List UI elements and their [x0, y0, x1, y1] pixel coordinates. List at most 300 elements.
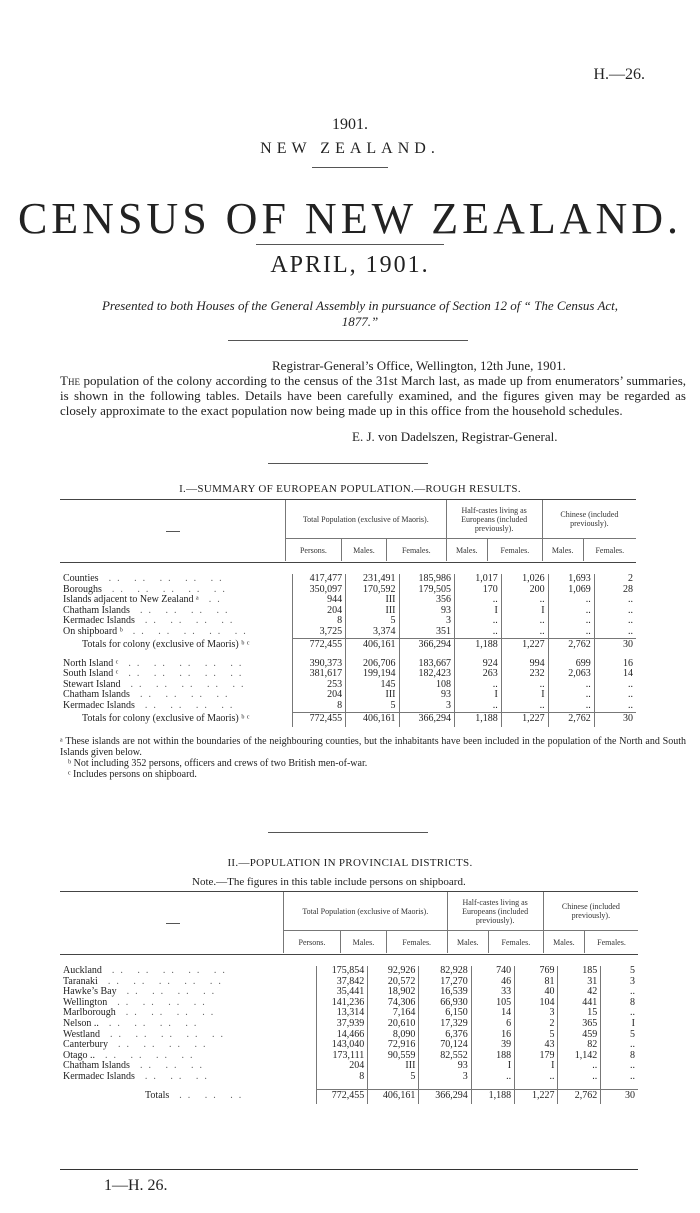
leader-dots: .. .. .. ..	[139, 690, 234, 701]
cell-chinese-females: 28	[594, 585, 636, 596]
col-females: Females.	[583, 539, 636, 562]
cell-halfcaste-females: ..	[501, 680, 548, 691]
cell-halfcaste-males: 263	[454, 669, 501, 680]
table2-body	[60, 966, 638, 1104]
col-males: Males.	[542, 539, 583, 562]
row-label	[60, 1089, 317, 1104]
col-persons: Persons.	[284, 931, 341, 954]
divider	[312, 167, 388, 168]
row-label-text: Hawke’s Bay	[63, 987, 117, 998]
col-females: Females.	[489, 931, 544, 954]
table2-column-headers	[283, 892, 638, 953]
cell-chinese-females: ..	[594, 701, 636, 712]
cell-halfcaste-females: 3	[515, 1008, 558, 1019]
cell-males: 92,926	[368, 966, 419, 977]
cell-halfcaste-females: 1,227	[515, 1089, 558, 1104]
cell-males: 406,161	[346, 712, 399, 727]
cell-persons: 204	[293, 690, 346, 701]
leader-dots: .. .. .. ..	[118, 1040, 212, 1051]
row-label-text: Counties	[63, 574, 99, 584]
cell-halfcaste-males: 1,188	[454, 712, 501, 727]
row-label-text: Chatham Islands	[63, 1061, 130, 1072]
row-label	[60, 987, 317, 998]
cell-persons: 944	[293, 595, 346, 606]
cell-males: 5	[368, 1072, 419, 1083]
row-label	[60, 585, 293, 596]
cell-chinese-males: ..	[548, 606, 594, 617]
cell-females: 182,423	[399, 669, 454, 680]
cell-males: 231,491	[346, 574, 399, 585]
cell-halfcaste-females: I	[501, 606, 548, 617]
cell-chinese-males: 185	[558, 966, 601, 977]
table1-body	[60, 574, 636, 727]
leader-dots: .. .. .. .. ..	[108, 574, 228, 584]
row-label	[60, 1008, 317, 1019]
cell-halfcaste-males: 105	[471, 998, 514, 1009]
cell-persons: 13,314	[317, 1008, 368, 1019]
cell-persons: 772,455	[317, 1089, 368, 1104]
cell-chinese-females: 8	[601, 998, 638, 1009]
col-total-population: Total Population (exclusive of Maoris).	[286, 500, 447, 539]
leader-dots: .. .. ..	[144, 1071, 213, 1082]
cell-males: III	[346, 595, 399, 606]
row-label-text: Kermadec Islands	[63, 700, 135, 712]
row-label-text: Kermadec Islands	[63, 616, 135, 627]
cell-halfcaste-males: ..	[454, 701, 501, 712]
totals-row	[60, 712, 636, 727]
cell-females: 17,270	[419, 977, 471, 988]
cell-males: 406,161	[346, 638, 399, 653]
col-chinese: Chinese (included previously).	[543, 892, 638, 931]
table-row	[60, 616, 636, 627]
cell-persons: 8	[293, 701, 346, 712]
col-males: Males.	[447, 931, 489, 954]
row-label-text: Otago ..	[63, 1050, 95, 1061]
cell-males: 3,374	[346, 627, 399, 638]
cell-halfcaste-females: 1,227	[501, 638, 548, 653]
cell-halfcaste-females: 179	[515, 1051, 558, 1062]
leader-dots: ..	[208, 595, 226, 606]
table2-bottom-rule	[60, 1169, 638, 1170]
cell-persons: 772,455	[293, 712, 346, 727]
cell-females: 82,552	[419, 1051, 471, 1062]
col-half-castes: Half-castes living as Europeans (included previously).	[446, 500, 542, 539]
cell-females: 82,928	[419, 966, 471, 977]
cell-females: 185,986	[399, 574, 454, 585]
row-label-text: Totals	[145, 1089, 170, 1101]
cell-chinese-females: ..	[594, 595, 636, 606]
cell-females: 6,376	[419, 1030, 471, 1041]
cell-females: 183,667	[399, 659, 454, 670]
table-row	[60, 680, 636, 691]
leader-dots: .. .. .. ..	[144, 700, 239, 712]
cell-persons: 141,236	[317, 998, 368, 1009]
col-half-castes: Half-castes living as Europeans (included previously).	[447, 892, 543, 931]
table1-column-headers	[285, 500, 636, 561]
page-subtitle: APRIL, 1901.	[270, 252, 430, 278]
row-label	[60, 627, 293, 638]
cell-males: 145	[346, 680, 399, 691]
table-row	[60, 1072, 638, 1083]
row-label	[60, 701, 293, 712]
cell-persons: 3,725	[293, 627, 346, 638]
cell-halfcaste-females: 40	[515, 987, 558, 998]
cell-halfcaste-males: 1,188	[471, 1089, 514, 1104]
cell-females: 16,539	[419, 987, 471, 998]
table-row	[60, 1019, 638, 1030]
table-row	[60, 574, 636, 585]
cell-halfcaste-males: I	[454, 606, 501, 617]
row-label	[60, 595, 293, 606]
row-label	[60, 669, 293, 680]
row-label-text: Marlborough	[63, 1008, 116, 1019]
cell-halfcaste-males: ..	[471, 1072, 514, 1083]
cell-males: 5	[346, 616, 399, 627]
cell-chinese-males: 82	[558, 1040, 601, 1051]
page-footer: 1—H. 26.	[104, 1177, 168, 1194]
cell-males: 20,572	[368, 977, 419, 988]
table-row	[60, 659, 636, 670]
cell-males: 20,610	[368, 1019, 419, 1030]
leader-dots: .. .. ..	[179, 1089, 248, 1101]
cell-halfcaste-females: 200	[501, 585, 548, 596]
cell-chinese-females: 3	[601, 977, 638, 988]
leader-dots: .. .. .. .. ..	[111, 584, 231, 595]
cell-chinese-females: ..	[594, 680, 636, 691]
cell-females: 17,329	[419, 1019, 471, 1030]
leader-dots: .. .. .. .. ..	[111, 966, 231, 976]
leader-dots: .. .. .. .. ..	[132, 626, 252, 638]
cell-females: 3	[419, 1072, 471, 1083]
cell-halfcaste-females: 81	[515, 977, 558, 988]
cell-halfcaste-females: 5	[515, 1030, 558, 1041]
cell-halfcaste-females: ..	[501, 701, 548, 712]
table2-title: II.—POPULATION IN PROVINCIAL DISTRICTS.	[227, 857, 473, 869]
cell-persons: 8	[293, 616, 346, 627]
leader-dots: .. .. .. .. ..	[107, 976, 227, 987]
cell-chinese-males: 459	[558, 1030, 601, 1041]
cell-females: 66,930	[419, 998, 471, 1009]
cell-chinese-females: 8	[601, 1051, 638, 1062]
table1-title: I.—SUMMARY OF EUROPEAN POPULATION.—ROUGH RESULTS.	[179, 483, 521, 495]
cell-persons: 175,854	[317, 966, 368, 977]
cell-chinese-females: ..	[594, 627, 636, 638]
cell-males: 206,706	[346, 659, 399, 670]
cell-persons: 350,097	[293, 585, 346, 596]
cell-halfcaste-females: 2	[515, 1019, 558, 1030]
leader-dots: .. .. .. .. ..	[128, 669, 248, 680]
table-row	[60, 585, 636, 596]
cell-chinese-males: 365	[558, 1019, 601, 1030]
leader-dots: .. .. ..	[139, 1061, 208, 1072]
col-females: Females.	[387, 539, 446, 562]
note-text: Note.—The figures in this table include persons on shipboard.	[192, 876, 466, 888]
divider	[256, 244, 444, 245]
cell-females: 93	[399, 690, 454, 701]
col-males: Males.	[543, 931, 584, 954]
cell-persons: 37,939	[317, 1019, 368, 1030]
cell-chinese-males: 2,762	[548, 638, 594, 653]
row-label-text: Totals for colony (exclusive of Maoris) ᵇ ᶜ	[82, 712, 250, 724]
intro-text: population of the colony according to the census of the 31st March last, as made up from enumerators’ summaries, is shown in the following tables. Details have been carefully examined, and the figures given may be regarded as closely approximate to the exact population now being made up in this office from the household schedules.	[60, 373, 686, 418]
row-label	[60, 606, 293, 617]
cell-females: 3	[399, 616, 454, 627]
country-heading: NEW ZEALAND.	[260, 140, 440, 157]
cell-chinese-females: ..	[601, 1061, 638, 1072]
signature-line: E. J. von Dadelszen, Registrar-General.	[352, 429, 558, 444]
cell-halfcaste-males: ..	[454, 616, 501, 627]
stub-dash	[166, 923, 180, 924]
cell-males: III	[368, 1061, 419, 1072]
cell-persons: 417,477	[293, 574, 346, 585]
totals-row	[60, 638, 636, 653]
row-label	[60, 616, 293, 627]
row-label-text: On shipboard ᵇ	[63, 626, 123, 638]
row-label-text: Nelson ..	[63, 1018, 99, 1029]
cell-chinese-males: 1,069	[548, 585, 594, 596]
leader-dots: .. .. .. ..	[125, 1008, 220, 1019]
cell-males: III	[346, 690, 399, 701]
cell-halfcaste-females: I	[501, 690, 548, 701]
document-reference: H.—26.	[593, 66, 645, 83]
cell-persons: 381,617	[293, 669, 346, 680]
cell-persons: 253	[293, 680, 346, 691]
cell-males: 18,902	[368, 987, 419, 998]
cell-males: 8,090	[368, 1030, 419, 1041]
cell-females: 93	[399, 606, 454, 617]
row-label-text: Kermadec Islands	[63, 1071, 135, 1082]
cell-persons: 204	[293, 606, 346, 617]
table-row	[60, 669, 636, 680]
cell-males: 406,161	[368, 1089, 419, 1104]
divider	[228, 340, 468, 341]
cell-halfcaste-males: I	[454, 690, 501, 701]
cell-halfcaste-females: 1,227	[501, 712, 548, 727]
cell-halfcaste-females: 104	[515, 998, 558, 1009]
footnote-a: ᵃ These islands are not within the boundaries of the neighbouring counties, but the inhabitants have been included in the population of the North and South Islands given below.	[60, 736, 686, 758]
leader-dots: .. .. .. .. ..	[128, 658, 248, 669]
divider	[268, 832, 428, 833]
row-label	[60, 1019, 317, 1030]
table2-note	[192, 876, 466, 888]
cell-persons: 173,111	[317, 1051, 368, 1062]
cell-chinese-males: 699	[548, 659, 594, 670]
col-females: Females.	[386, 931, 447, 954]
leader-dots: .. .. .. .. ..	[109, 1029, 229, 1040]
cell-females: 108	[399, 680, 454, 691]
cell-halfcaste-females: ..	[515, 1072, 558, 1083]
cell-chinese-males: 2,063	[548, 669, 594, 680]
table-row	[60, 627, 636, 638]
cell-chinese-females: ..	[601, 1008, 638, 1019]
cell-halfcaste-males: ..	[454, 680, 501, 691]
cell-halfcaste-males: 14	[471, 1008, 514, 1019]
leader-dots: .. .. .. ..	[139, 605, 234, 616]
cell-males: 170,592	[346, 585, 399, 596]
cell-halfcaste-females: I	[515, 1061, 558, 1072]
col-males: Males.	[446, 539, 488, 562]
cell-chinese-males: 1,693	[548, 574, 594, 585]
cell-females: 366,294	[419, 1089, 471, 1104]
cell-chinese-males: 31	[558, 977, 601, 988]
row-label	[60, 1040, 317, 1051]
cell-chinese-females: 2	[594, 574, 636, 585]
cell-females: 366,294	[399, 712, 454, 727]
col-total-population: Total Population (exclusive of Maoris).	[284, 892, 448, 931]
row-label	[60, 690, 293, 701]
cell-persons: 772,455	[293, 638, 346, 653]
table-row	[60, 966, 638, 977]
cell-persons: 143,040	[317, 1040, 368, 1051]
cell-halfcaste-males: 1,188	[454, 638, 501, 653]
cell-chinese-males: 15	[558, 1008, 601, 1019]
cell-chinese-females: ..	[594, 690, 636, 701]
row-label-text: Auckland	[63, 966, 102, 976]
row-label-text: Totals for colony (exclusive of Maoris) ᵇ ᶜ	[82, 639, 250, 651]
cell-halfcaste-females: ..	[501, 627, 548, 638]
col-females: Females.	[488, 539, 543, 562]
cell-males: 90,559	[368, 1051, 419, 1062]
cell-halfcaste-females: 43	[515, 1040, 558, 1051]
cell-chinese-females: 5	[601, 1030, 638, 1041]
row-label-text: Boroughs	[63, 584, 102, 595]
row-label-text: Taranaki	[63, 976, 98, 987]
presentation-note: Presented to both Houses of the General Assembly in pursuance of Section 12 of “ The Census Act, 1877.”	[101, 298, 619, 329]
intro-paragraph	[60, 373, 686, 418]
leader-dots: .. .. .. .. ..	[130, 679, 250, 690]
row-label-text: Westland	[63, 1029, 100, 1040]
row-label	[60, 1030, 317, 1041]
cell-chinese-females: I	[601, 1019, 638, 1030]
row-label-text: Wellington	[63, 997, 108, 1008]
cell-halfcaste-males: 188	[471, 1051, 514, 1062]
table-row	[60, 606, 636, 617]
cell-females: 6,150	[419, 1008, 471, 1019]
cell-persons: 8	[317, 1072, 368, 1083]
cell-males: 5	[346, 701, 399, 712]
cell-chinese-males: ..	[548, 627, 594, 638]
cell-chinese-males: 1,142	[558, 1051, 601, 1062]
row-label-text: Chatham Islands	[63, 690, 130, 701]
cell-halfcaste-females: ..	[501, 616, 548, 627]
row-label	[60, 659, 293, 670]
cell-females: 356	[399, 595, 454, 606]
leader-dots: .. .. .. ..	[144, 616, 239, 627]
cell-halfcaste-females: 769	[515, 966, 558, 977]
cell-chinese-females: 30	[594, 638, 636, 653]
col-males: Males.	[341, 539, 386, 562]
col-persons: Persons.	[286, 539, 342, 562]
table-row	[60, 595, 636, 606]
cell-chinese-females: ..	[594, 606, 636, 617]
cell-males: III	[346, 606, 399, 617]
table-row	[60, 690, 636, 701]
row-label	[60, 574, 293, 585]
row-label	[60, 966, 317, 977]
col-males: Males.	[340, 931, 386, 954]
cell-females: 3	[399, 701, 454, 712]
row-label-text: Chatham Islands	[63, 605, 130, 616]
totals-row	[60, 1089, 638, 1104]
col-females: Females.	[585, 931, 638, 954]
row-label-text: Islands adjacent to New Zealand ᵃ	[63, 595, 199, 606]
leader-dots: .. .. .. ..	[104, 1050, 199, 1061]
cell-females: 179,505	[399, 585, 454, 596]
row-label-text: Stewart Island	[63, 679, 121, 690]
col-chinese: Chinese (included previously).	[542, 500, 636, 539]
row-label	[60, 977, 317, 988]
cell-males: 199,194	[346, 669, 399, 680]
cell-chinese-males: ..	[548, 616, 594, 627]
cell-females: 93	[419, 1061, 471, 1072]
cell-chinese-males: ..	[548, 680, 594, 691]
cell-females: 366,294	[399, 638, 454, 653]
row-label-text: Canterbury	[63, 1040, 108, 1051]
office-dateline: Registrar-General’s Office, Wellington, 12th June, 1901.	[272, 358, 566, 373]
divider	[268, 463, 428, 464]
row-label-text: North Island ᶜ	[63, 658, 119, 669]
row-label-text: South Island ᶜ	[63, 669, 119, 680]
cell-persons: 390,373	[293, 659, 346, 670]
cell-halfcaste-males: 6	[471, 1019, 514, 1030]
cell-chinese-males: ..	[548, 595, 594, 606]
row-label	[60, 638, 293, 653]
footnote-b: ᵇ Not including 352 persons, officers and crews of two British men-of-war.	[68, 758, 368, 769]
cell-chinese-males: ..	[558, 1072, 601, 1083]
table-row	[60, 701, 636, 712]
cell-chinese-females: ..	[601, 1072, 638, 1083]
cell-males: 7,164	[368, 1008, 419, 1019]
cell-chinese-males: 441	[558, 998, 601, 1009]
cell-females: 351	[399, 627, 454, 638]
cell-chinese-females: ..	[594, 616, 636, 627]
cell-chinese-females: 30	[601, 1089, 638, 1104]
intro-lead-word: The	[60, 373, 80, 388]
cell-females: 70,124	[419, 1040, 471, 1051]
leader-dots: .. .. .. ..	[117, 997, 211, 1008]
cell-chinese-females: 5	[601, 966, 638, 977]
cell-halfcaste-males: 1,017	[454, 574, 501, 585]
cell-halfcaste-males: 16	[471, 1030, 514, 1041]
cell-halfcaste-males: 33	[471, 987, 514, 998]
cell-chinese-males: 2,762	[548, 712, 594, 727]
cell-males: 72,916	[368, 1040, 419, 1051]
row-label	[60, 712, 293, 727]
cell-halfcaste-males: 924	[454, 659, 501, 670]
cell-chinese-males: 2,762	[558, 1089, 601, 1104]
cell-halfcaste-males: ..	[454, 627, 501, 638]
cell-halfcaste-males: I	[471, 1061, 514, 1072]
cell-halfcaste-males: 39	[471, 1040, 514, 1051]
page-title: CENSUS OF NEW ZEALAND.	[17, 194, 683, 243]
cell-chinese-females: 30	[594, 712, 636, 727]
row-label	[60, 1061, 317, 1072]
cell-persons: 35,441	[317, 987, 368, 998]
cell-persons: 14,466	[317, 1030, 368, 1041]
leader-dots: .. .. .. ..	[108, 1018, 203, 1029]
cell-chinese-females: ..	[601, 987, 638, 998]
cell-persons: 204	[317, 1061, 368, 1072]
row-label	[60, 998, 317, 1009]
cell-chinese-males: ..	[558, 1061, 601, 1072]
cell-halfcaste-females: ..	[501, 595, 548, 606]
row-label	[60, 680, 293, 691]
cell-chinese-males: ..	[548, 690, 594, 701]
cell-persons: 37,842	[317, 977, 368, 988]
stub-dash	[166, 531, 180, 532]
cell-halfcaste-males: 740	[471, 966, 514, 977]
cell-halfcaste-males: ..	[454, 595, 501, 606]
